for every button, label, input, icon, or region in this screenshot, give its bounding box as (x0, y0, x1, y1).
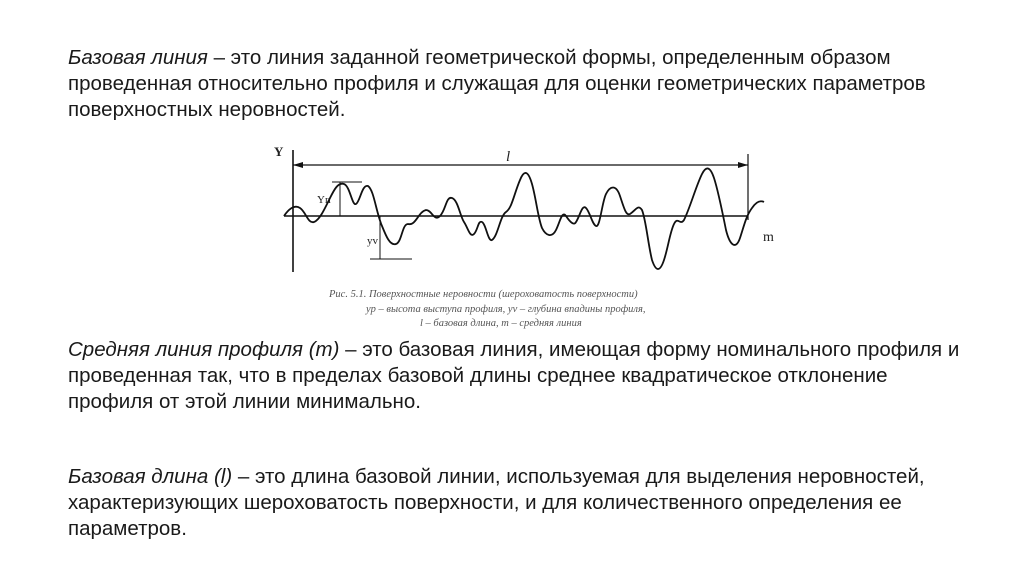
length-arrow-left (293, 162, 303, 168)
caption-line-1: Рис. 5.1. Поверхностные неровности (шероховатость поверхности) (329, 289, 638, 300)
term-mean-line: Средняя линия профиля (m) (68, 338, 340, 361)
profile-diagram (270, 140, 790, 335)
definition-base-length-text: – это длина базовой линии, используемая для выделения неровностей, характеризующих шероховатость поверхности, и для количественного определения ее параметров. (68, 465, 925, 540)
caption-line-2: yp – высота выступа профиля, yv – глубина впадины профиля, (366, 304, 646, 315)
definition-baseline-text: – это линия заданной геометрической формы, определенным образом проведенная относительно профиля и служащая для оценки геометрических параметров поверхностных неровностей. (68, 46, 926, 121)
caption-line-3: l – базовая длина, m – средняя линия (420, 318, 582, 329)
roughness-profile-figure (270, 140, 790, 335)
length-label: l (506, 149, 511, 165)
definition-mean-line (68, 337, 968, 415)
mean-line-label: m (763, 230, 774, 245)
roughness-profile-curve (284, 168, 764, 269)
definition-baseline (68, 45, 968, 123)
term-baseline: Базовая линия (68, 46, 208, 69)
y-axis-label: Y (274, 144, 284, 159)
definition-base-length (68, 464, 968, 542)
definition-mean-line-text: – это базовая линия, имеющая форму номинального профиля и проведенная так, что в пределах базовой длины среднее квадратическое отклонение профиля от этой линии минимально. (68, 338, 960, 413)
yp-label: Yп (317, 194, 331, 206)
yv-label: yv (367, 235, 378, 247)
length-arrow-right (738, 162, 748, 168)
term-base-length: Базовая длина (l) (68, 465, 233, 488)
